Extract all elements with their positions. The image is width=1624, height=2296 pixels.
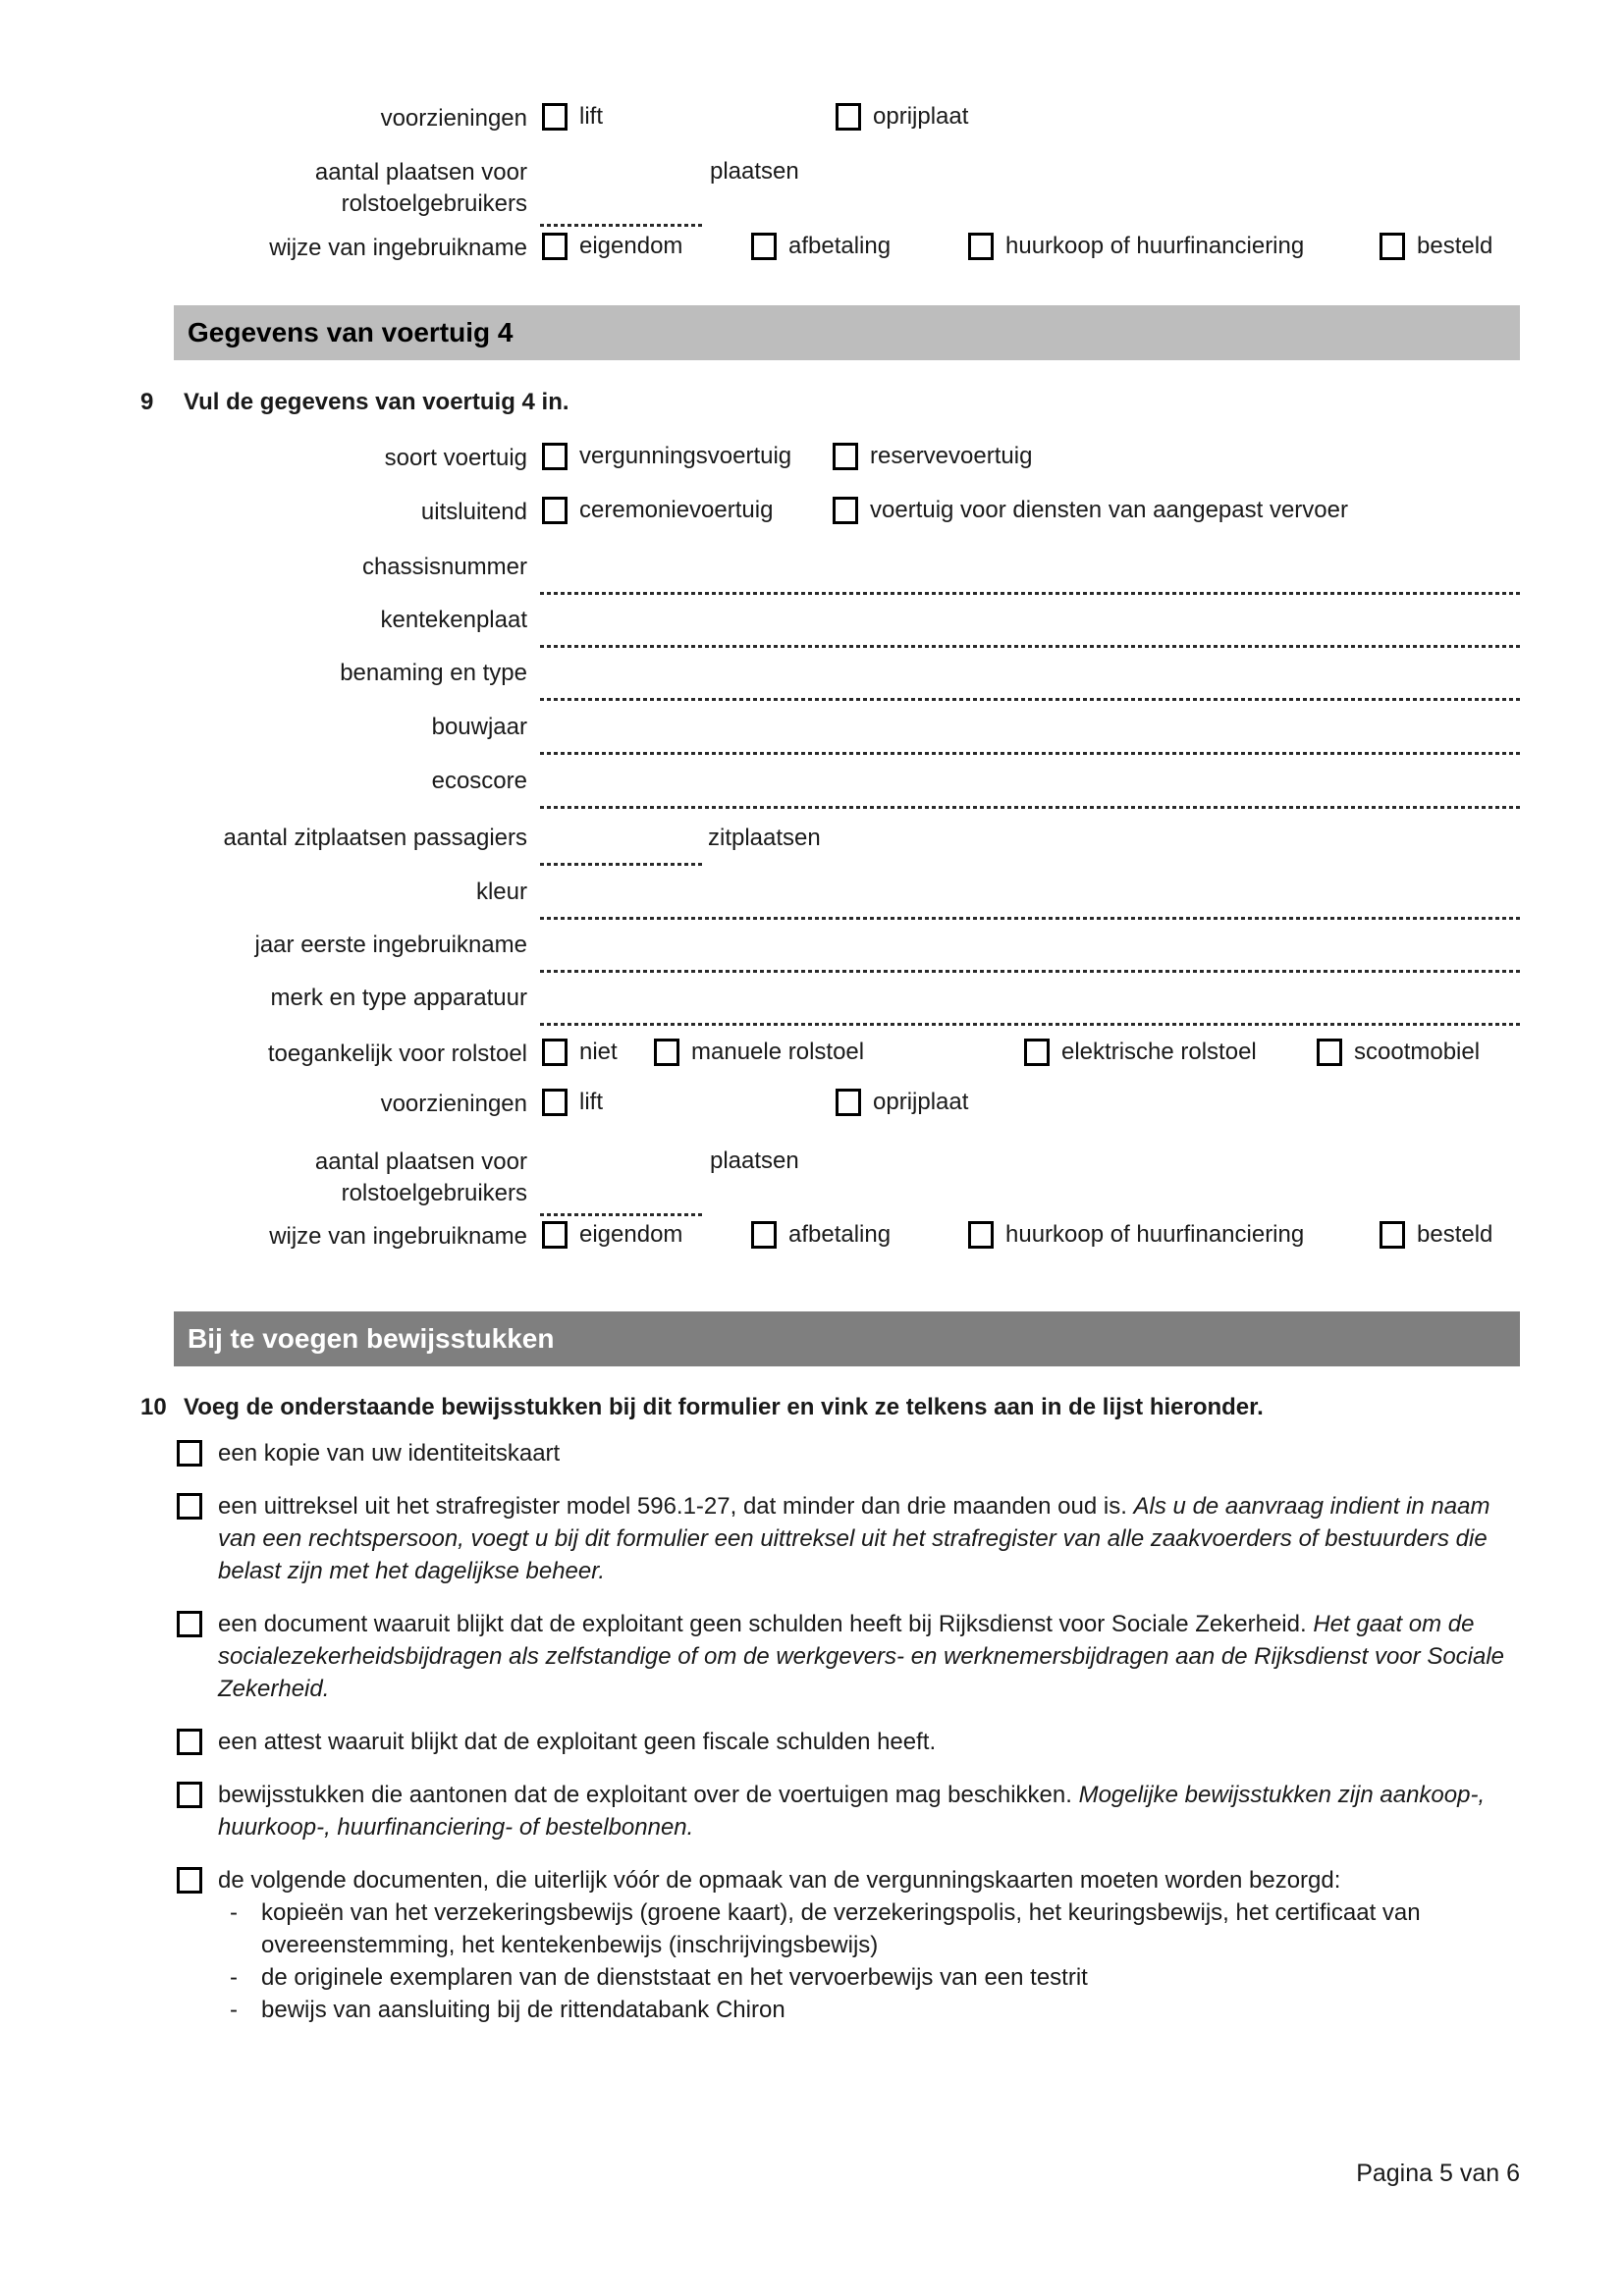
checkbox-label: huurkoop of huurfinanciering bbox=[1005, 233, 1305, 259]
checklist-item-text: een document waaruit blijkt dat de exploitant geen schulden heeft bij Rijksdienst voor Sociale Zekerheid. bbox=[218, 1611, 1307, 1637]
bouwjaar-field[interactable] bbox=[540, 752, 1520, 755]
checklist-item-text: een kopie van uw identiteitskaart bbox=[218, 1440, 561, 1467]
checklist-item bbox=[177, 1490, 1520, 1587]
checkbox-label: manuele rolstoel bbox=[691, 1039, 865, 1065]
merk-apparatuur-label: merk en type apparatuur bbox=[270, 985, 527, 1011]
checklist-item-note: Als u de aanvraag indient in naam van een rechtspersoon, voegt u bij dit formulier een uittreksel uit het strafregister van alle zaakvoerders of bestuurders die belast zijn met het dagelijkse beheer. bbox=[218, 1493, 1490, 1584]
question-10 bbox=[140, 1393, 1264, 1422]
checkbox-label: besteld bbox=[1417, 1221, 1493, 1248]
plaatsen-suffix: plaatsen bbox=[710, 158, 799, 185]
checkbox-voertuig-bewijsstukken[interactable] bbox=[177, 1782, 202, 1808]
chassisnummer-label: chassisnummer bbox=[361, 554, 527, 580]
checkbox-strafregister[interactable] bbox=[177, 1493, 202, 1520]
checkbox-besteld-prev[interactable] bbox=[1380, 233, 1405, 260]
chassisnummer-field[interactable] bbox=[540, 592, 1520, 595]
toegankelijk-row bbox=[0, 1040, 1624, 1073]
aantal-plaatsen-label-line1: aantal plaatsen voor bbox=[314, 159, 527, 186]
question-text: Voeg de onderstaande bewijsstukken bij dit formulier en vink ze telkens aan in de lijst hieronder. bbox=[184, 1394, 1264, 1420]
prev-aantal-plaatsen-row bbox=[0, 157, 1624, 236]
zitplaatsen-row bbox=[0, 824, 1624, 869]
checkbox-besteld-v4[interactable] bbox=[1380, 1221, 1405, 1249]
kleur-row bbox=[0, 878, 1624, 923]
checkbox-elektrische-rolstoel[interactable] bbox=[1024, 1039, 1050, 1066]
dash-bullet: - bbox=[230, 1997, 238, 2023]
checkbox-label: vergunningsvoertuig bbox=[579, 443, 792, 469]
checkbox-fiscaal-attest[interactable] bbox=[177, 1729, 202, 1755]
checklist-item-text: bewijsstukken die aantonen dat de exploitant over de voertuigen mag beschikken. bbox=[218, 1782, 1072, 1808]
checklist-item-text: een attest waaruit blijkt dat de exploitant geen fiscale schulden heeft. bbox=[218, 1729, 937, 1755]
kentekenplaat-field[interactable] bbox=[540, 645, 1520, 648]
soort-voertuig-label: soort voertuig bbox=[384, 445, 527, 471]
checkbox-label: lift bbox=[579, 1089, 603, 1115]
wijze-row-v4 bbox=[0, 1222, 1624, 1255]
ecoscore-field[interactable] bbox=[540, 806, 1520, 809]
kentekenplaat-label: kentekenplaat bbox=[380, 607, 527, 633]
checklist-item-note: Mogelijke bewijsstukken zijn aankoop-, huurkoop-, huurfinanciering- of bestelbonnen. bbox=[218, 1782, 1486, 1841]
checklist-item bbox=[177, 1779, 1520, 1843]
voorzieningen-label: voorzieningen bbox=[380, 1091, 527, 1117]
checkbox-overige-documenten[interactable] bbox=[177, 1867, 202, 1894]
checklist-item bbox=[177, 1726, 1520, 1758]
checkbox-scootmobiel[interactable] bbox=[1317, 1039, 1342, 1066]
section-header-vehicle4: Gegevens van voertuig 4 bbox=[174, 305, 1520, 360]
sub-document-item bbox=[230, 1896, 1520, 1961]
section-header-documents: Bij te voegen bewijsstukken bbox=[174, 1311, 1520, 1366]
checkbox-label: ceremonievoertuig bbox=[579, 497, 774, 523]
checkbox-identiteitskaart[interactable] bbox=[177, 1440, 202, 1467]
sub-document-text: de originele exemplaren van de dienststaat en het vervoerbewijs van een testrit bbox=[261, 1964, 1088, 1991]
sub-document-text: bewijs van aansluiting bij de rittendatabank Chiron bbox=[261, 1997, 785, 2023]
soort-voertuig-row bbox=[0, 444, 1624, 477]
voorzieningen-row-v4 bbox=[0, 1090, 1624, 1123]
aantal-plaatsen-field-prev[interactable] bbox=[540, 224, 705, 227]
aantal-plaatsen-label-line1: aantal plaatsen voor bbox=[314, 1148, 527, 1175]
checklist-item-text: een uittreksel uit het strafregister model 596.1-27, dat minder dan drie maanden oud is. bbox=[218, 1493, 1127, 1520]
zitplaatsen-field[interactable] bbox=[540, 863, 705, 866]
plaatsen-suffix: plaatsen bbox=[710, 1148, 799, 1174]
checkbox-vergunningsvoertuig[interactable] bbox=[542, 443, 568, 470]
checkbox-afbetaling-v4[interactable] bbox=[751, 1221, 777, 1249]
checkbox-label: lift bbox=[579, 103, 603, 130]
dash-bullet: - bbox=[230, 1964, 238, 1991]
kleur-label: kleur bbox=[475, 879, 527, 905]
prev-voorzieningen-row bbox=[0, 104, 1624, 137]
ecoscore-label: ecoscore bbox=[431, 768, 527, 794]
sub-document-text: kopieën van het verzekeringsbewijs (groene kaart), de verzekeringspolis, het keuringsbewijs, het certificaat van overeenstemming, het kentekenbewijs (inschrijvingsbewijs) bbox=[261, 1899, 1421, 1958]
dash-bullet: - bbox=[230, 1899, 238, 1926]
sub-document-item bbox=[230, 1994, 1520, 2026]
checklist-item bbox=[177, 1437, 1520, 1469]
zitplaatsen-suffix: zitplaatsen bbox=[708, 825, 821, 851]
question-number: 10 bbox=[140, 1394, 167, 1420]
page-number: Pagina 5 van 6 bbox=[1356, 2160, 1520, 2187]
checklist-item-note: Het gaat om de socialezekerheidsbijdragen als zelfstandige of om de werkgevers- en werknemersbijdragen aan de Rijksdienst voor Sociale Zekerheid. bbox=[218, 1611, 1505, 1702]
bouwjaar-label: bouwjaar bbox=[431, 714, 527, 740]
checkbox-label: besteld bbox=[1417, 233, 1493, 259]
checklist-item-text: de volgende documenten, die uiterlijk vóór de opmaak van de vergunningskaarten moeten worden bezorgd: bbox=[218, 1867, 1341, 1894]
checkbox-manuele-rolstoel[interactable] bbox=[654, 1039, 679, 1066]
uitsluitend-row bbox=[0, 498, 1624, 531]
ecoscore-row bbox=[0, 767, 1624, 812]
checkbox-lift-prev[interactable] bbox=[542, 103, 568, 131]
checkbox-label: oprijplaat bbox=[873, 103, 969, 130]
checkbox-aangepast-vervoer[interactable] bbox=[833, 497, 858, 524]
checkbox-lift-v4[interactable] bbox=[542, 1089, 568, 1116]
checkbox-label: afbetaling bbox=[788, 1221, 892, 1248]
benaming-field[interactable] bbox=[540, 698, 1520, 701]
merk-apparatuur-field[interactable] bbox=[540, 1023, 1520, 1026]
checkbox-reservevoertuig[interactable] bbox=[833, 443, 858, 470]
jaar-ingebruikname-field[interactable] bbox=[540, 970, 1520, 973]
prev-wijze-row bbox=[0, 234, 1624, 267]
aantal-plaatsen-field-v4[interactable] bbox=[540, 1213, 705, 1216]
sub-document-item bbox=[230, 1961, 1520, 1994]
kleur-field[interactable] bbox=[540, 917, 1520, 920]
question-9 bbox=[140, 388, 569, 417]
merk-apparatuur-row bbox=[0, 984, 1624, 1029]
checkbox-label: afbetaling bbox=[788, 233, 892, 259]
benaming-row bbox=[0, 659, 1624, 704]
toegankelijk-label: toegankelijk voor rolstoel bbox=[267, 1041, 527, 1067]
chassisnummer-row bbox=[0, 553, 1624, 598]
checkbox-label: oprijplaat bbox=[873, 1089, 969, 1115]
checkbox-rsz-document[interactable] bbox=[177, 1611, 202, 1637]
question-number: 9 bbox=[140, 389, 154, 415]
zitplaatsen-label: aantal zitplaatsen passagiers bbox=[223, 825, 527, 851]
checkbox-label: eigendom bbox=[579, 1221, 683, 1248]
checklist-item bbox=[177, 1608, 1520, 1705]
uitsluitend-label: uitsluitend bbox=[420, 499, 527, 525]
documents-checklist bbox=[177, 1437, 1520, 2047]
checkbox-label: elektrische rolstoel bbox=[1061, 1039, 1257, 1065]
wijze-label: wijze van ingebruikname bbox=[269, 235, 527, 261]
checklist-item bbox=[177, 1864, 1520, 2026]
checkbox-label: huurkoop of huurfinanciering bbox=[1005, 1221, 1305, 1248]
kentekenplaat-row bbox=[0, 606, 1624, 651]
checkbox-eigendom-prev[interactable] bbox=[542, 233, 568, 260]
checkbox-eigendom-v4[interactable] bbox=[542, 1221, 568, 1249]
jaar-ingebruikname-label: jaar eerste ingebruikname bbox=[254, 932, 527, 958]
checkbox-huurkoop-v4[interactable] bbox=[968, 1221, 994, 1249]
jaar-ingebruikname-row bbox=[0, 931, 1624, 976]
sub-document-list bbox=[218, 1896, 1520, 2026]
checkbox-afbetaling-prev[interactable] bbox=[751, 233, 777, 260]
checkbox-label: reservevoertuig bbox=[870, 443, 1033, 469]
voorzieningen-label: voorzieningen bbox=[380, 105, 527, 132]
checkbox-oprijplaat-v4[interactable] bbox=[836, 1089, 861, 1116]
wijze-label: wijze van ingebruikname bbox=[269, 1223, 527, 1250]
checkbox-oprijplaat-prev[interactable] bbox=[836, 103, 861, 131]
checkbox-label: voertuig voor diensten van aangepast vervoer bbox=[870, 497, 1348, 523]
bouwjaar-row bbox=[0, 713, 1624, 758]
checkbox-niet[interactable] bbox=[542, 1039, 568, 1066]
aantal-plaatsen-label-line2: rolstoelgebruikers bbox=[341, 1180, 527, 1206]
checkbox-label: eigendom bbox=[579, 233, 683, 259]
checkbox-huurkoop-prev[interactable] bbox=[968, 233, 994, 260]
benaming-label: benaming en type bbox=[340, 660, 527, 686]
checkbox-label: scootmobiel bbox=[1354, 1039, 1481, 1065]
aantal-plaatsen-label-line2: rolstoelgebruikers bbox=[341, 190, 527, 217]
checkbox-label: niet bbox=[579, 1039, 618, 1065]
question-text: Vul de gegevens van voertuig 4 in. bbox=[184, 389, 569, 415]
checkbox-ceremonievoertuig[interactable] bbox=[542, 497, 568, 524]
aantal-plaatsen-row-v4 bbox=[0, 1147, 1624, 1225]
